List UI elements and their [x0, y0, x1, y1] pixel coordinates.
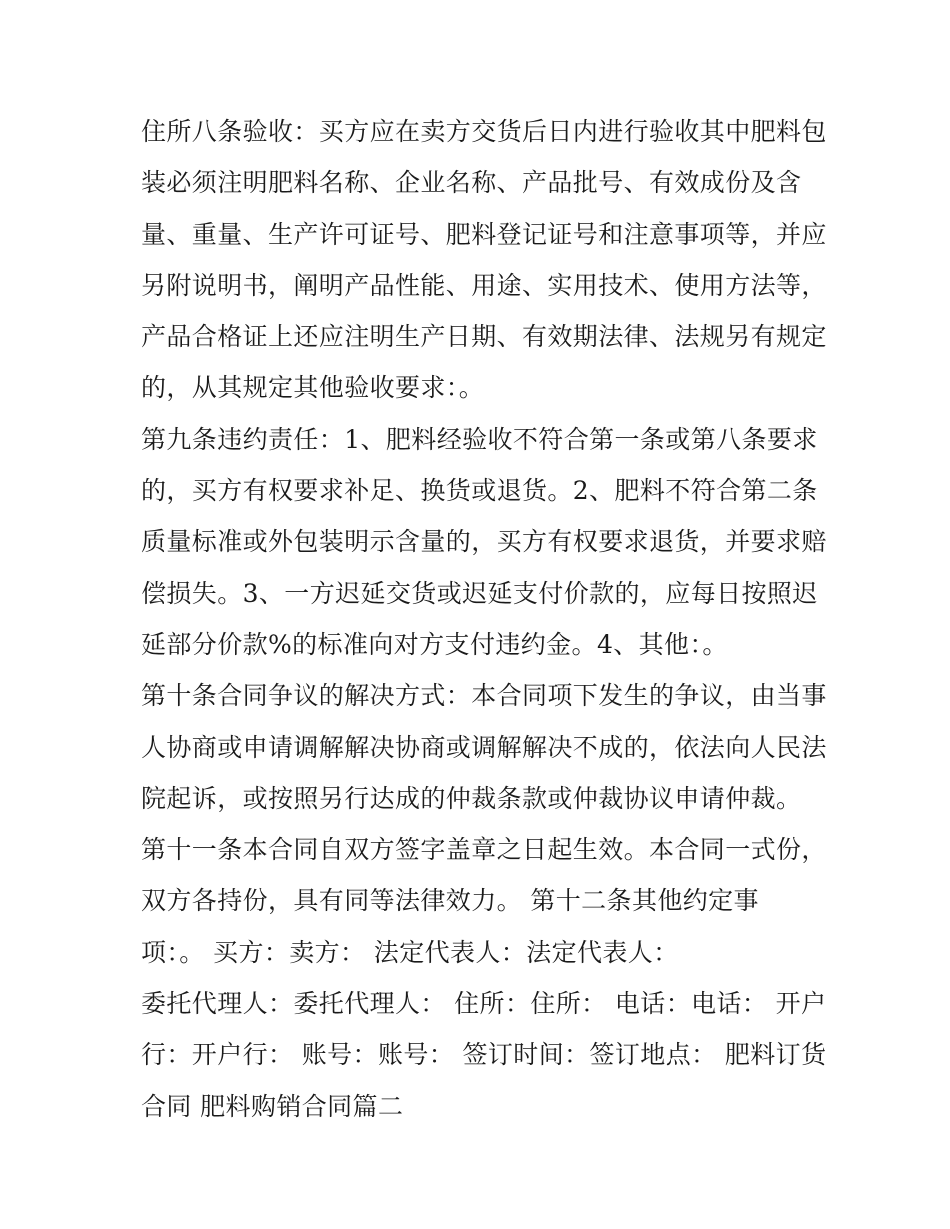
- text-line-17: 项：。 买方：卖方： 法定代表人：法定代表人：: [141, 937, 679, 967]
- text-line-16: 双方各持份，具有同等法律效力。 第十二条其他约定事: [141, 886, 759, 916]
- text-line-5: 产品合格证上还应注明生产日期、有效期法律、法规另有规定: [141, 322, 827, 352]
- text-line-13: 人协商或申请调解解决协商或调解解决不成的，依法向人民法: [141, 732, 827, 762]
- text-line-15: 第十一条本合同自双方签字盖章之日起生效。本合同一式份，: [141, 835, 827, 865]
- text-line-11: 延部分价款%的标准向对方支付违约金。4、其他：。: [141, 629, 728, 659]
- text-line-6: 的，从其规定其他验收要求：。: [141, 373, 485, 403]
- text-line-3: 量、重量、生产许可证号、肥料登记证号和注意事项等，并应: [141, 219, 827, 249]
- text-line-1: 住所八条验收：买方应在卖方交货后日内进行验收其中肥料包: [141, 117, 827, 146]
- text-line-7: 第九条违约责任：1、肥料经验收不符合第一条或第八条要求: [141, 424, 818, 454]
- text-line-4: 另附说明书，阐明产品性能、用途、实用技术、使用方法等，: [141, 270, 827, 300]
- text-line-2: 装必须注明肥料名称、企业名称、产品批号、有效成份及含: [141, 168, 802, 198]
- text-line-10: 偿损失。3、一方迟延交货或迟延支付价款的，应每日按照迟: [141, 578, 818, 608]
- text-line-9: 质量标准或外包装明示含量的，买方有权要求退货，并要求赔: [141, 527, 827, 557]
- text-line-12: 第十条合同争议的解决方式：本合同项下发生的争议，由当事: [141, 681, 827, 711]
- text-line-8: 的，买方有权要求补足、换货或退货。2、肥料不符合第二条: [141, 476, 818, 506]
- text-line-20: 合同 肥料购销合同篇二: [141, 1091, 404, 1121]
- text-line-19: 行：开户行： 账号：账号： 签订时间：签订地点： 肥料订货: [141, 1040, 827, 1070]
- text-line-18: 委托代理人：委托代理人： 住所：住所： 电话：电话： 开户: [141, 989, 827, 1019]
- document-body: [141, 106, 831, 1132]
- text-line-14: 院起诉，或按照另行达成的仲裁条款或仲裁协议申请仲裁。: [141, 783, 802, 813]
